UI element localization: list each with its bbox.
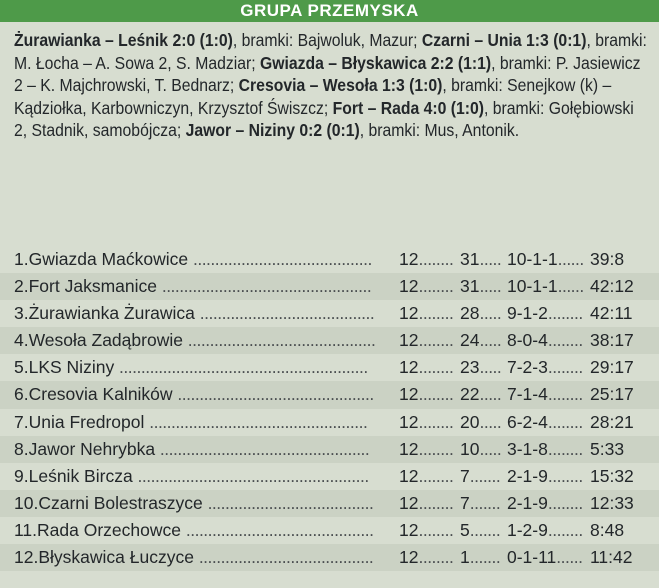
standings-table [0, 246, 659, 571]
position: 9. [14, 465, 29, 486]
dot-leader: ..... [479, 303, 502, 324]
dot-leader: ........ [547, 303, 583, 324]
dot-leader: ....... [469, 492, 501, 513]
match-score: Gwiazda – Błyskawica 2:2 (1:1) [259, 52, 492, 73]
goals: 39:8 [590, 249, 625, 269]
dot-leader: ........ [547, 519, 583, 540]
wins-draws-losses: 1-2-9 [507, 519, 548, 540]
dot-leader: ..... [479, 249, 502, 269]
played: 12 [399, 357, 419, 378]
played: 12 [399, 303, 419, 324]
position: 7. [14, 411, 29, 432]
table-row [0, 246, 659, 273]
played: 12 [399, 519, 419, 540]
table-row [0, 300, 659, 327]
position: 4. [14, 330, 29, 351]
dot-leader: ......................................................... [119, 357, 368, 378]
played: 12 [399, 465, 419, 486]
dot-leader: ........ [547, 465, 583, 486]
position: 8. [14, 438, 29, 459]
dot-leader: ...... [557, 249, 584, 269]
dot-leader: ...... [557, 276, 584, 297]
match-scorers: , bramki: M. Łocha – A. Sowa 2, S. Madziar; [14, 30, 647, 73]
team-name: Wesoła Zadąbrowie [28, 330, 183, 351]
dot-leader: ........ [547, 492, 583, 513]
played: 12 [399, 384, 419, 405]
dot-leader: ...................................... [207, 492, 374, 513]
wins-draws-losses: 0-1-11 [507, 547, 557, 568]
position: 1. [14, 249, 29, 269]
dot-leader: ........................................ [198, 547, 374, 568]
table-row [0, 544, 659, 571]
dot-leader: ........ [547, 330, 583, 351]
dot-leader: ........ [418, 411, 454, 432]
goals: 15:32 [590, 465, 634, 486]
points: 23 [460, 357, 480, 378]
wins-draws-losses: 9-1-2 [507, 303, 548, 324]
wins-draws-losses: 7-2-3 [507, 357, 548, 378]
team-name: Błyskawica Łuczyce [38, 547, 194, 568]
table-row [0, 409, 659, 436]
dot-leader: ........ [418, 492, 454, 513]
section-title: GRUPA PRZEMYSKA [240, 1, 419, 20]
dot-leader: ..... [479, 276, 502, 297]
dot-leader: ........ [418, 519, 454, 540]
match-scorers: , bramki: Mus, Antonik. [359, 120, 520, 141]
dot-leader: ....... [469, 465, 501, 486]
goals: 5:33 [590, 438, 625, 459]
table-row [0, 463, 659, 490]
match-scorers: , bramki: P. Jasiewicz 2 – K. Majchrowski, T. Bednarz; [14, 52, 641, 96]
dot-leader: ..... [479, 357, 502, 378]
team-name: Fort Jaksmanice [28, 276, 157, 297]
position: 11. [14, 519, 38, 540]
goals: 38:17 [590, 330, 634, 351]
team-name: Leśnik Bircza [28, 465, 133, 486]
team-name: Czarni Bolestraszyce [38, 492, 203, 513]
points: 24 [460, 330, 480, 351]
played: 12 [399, 438, 419, 459]
dot-leader: ............................................. [177, 384, 374, 405]
team-name: Rada Orzechowce [37, 519, 181, 540]
dot-leader: ...... [556, 547, 583, 568]
section-header [0, 0, 659, 22]
match-score: Żurawianka – Leśnik 2:0 (1:0) [14, 30, 233, 50]
points: 20 [460, 411, 480, 432]
played: 12 [399, 547, 419, 568]
dot-leader: ........ [418, 547, 454, 568]
goals: 12:33 [590, 492, 634, 513]
played: 12 [399, 411, 419, 432]
dot-leader: ........ [547, 438, 583, 459]
dot-leader: ........ [418, 438, 454, 459]
match-scorers: , bramki: Gołębiowski 2, Stadnik, samobójcza; [14, 97, 634, 141]
team-name: Gwiazda Maćkowice [28, 249, 189, 269]
points: 28 [460, 303, 480, 324]
match-score: Jawor – Niziny 0:2 (0:1) [185, 120, 360, 141]
match-scorers: , bramki: Senejkow (k) – Kądziołka, Karbowniczyn, Krzysztof Świszcz; [14, 75, 612, 118]
wins-draws-losses: 2-1-9 [507, 492, 548, 513]
team-name: Jawor Nehrybka [28, 438, 156, 459]
dot-leader: ..... [479, 384, 502, 405]
dot-leader: ....... [469, 519, 501, 540]
points: 7 [460, 465, 470, 486]
dot-leader: ........ [547, 357, 583, 378]
table-row [0, 490, 659, 517]
dot-leader: ..... [479, 330, 502, 351]
wins-draws-losses: 8-0-4 [507, 330, 548, 351]
team-name: LKS Niziny [28, 357, 115, 378]
match-score: Czarni – Unia 1:3 (0:1) [421, 30, 587, 50]
dot-leader: ..... [479, 438, 502, 459]
match-scorers: , bramki: Bajwoluk, Mazur; [232, 30, 422, 50]
dot-leader: ....... [469, 547, 501, 568]
team-name: Cresovia Kalników [28, 384, 173, 405]
played: 12 [399, 492, 419, 513]
wins-draws-losses: 6-2-4 [507, 411, 548, 432]
dot-leader: ........ [418, 303, 454, 324]
goals: 29:17 [590, 357, 634, 378]
wins-draws-losses: 7-1-4 [507, 384, 548, 405]
table-row [0, 273, 659, 300]
points: 1 [460, 547, 470, 568]
goals: 42:12 [590, 276, 634, 297]
table-row [0, 327, 659, 354]
table-row [0, 517, 659, 544]
dot-leader: ........ [547, 411, 583, 432]
position: 6. [14, 384, 29, 405]
match-results [14, 29, 649, 142]
dot-leader: ......................................... [192, 249, 372, 269]
dot-leader: ........ [418, 465, 454, 486]
match-score: Fort – Rada 4:0 (1:0) [332, 97, 485, 118]
wins-draws-losses: 2-1-9 [507, 465, 548, 486]
points: 22 [460, 384, 480, 405]
match-score: Cresovia – Wesoła 1:3 (1:0) [238, 75, 443, 96]
dot-leader: ........ [418, 384, 454, 405]
dot-leader: ........ [418, 249, 454, 269]
position: 10. [14, 492, 39, 513]
dot-leader: ..................................................... [137, 465, 369, 486]
dot-leader: ..... [479, 411, 502, 432]
played: 12 [399, 249, 419, 269]
goals: 25:17 [590, 384, 634, 405]
position: 3. [14, 303, 29, 324]
wins-draws-losses: 10-1-1 [507, 276, 558, 297]
wins-draws-losses: 10-1-1 [507, 249, 558, 269]
dot-leader: ........ [418, 330, 454, 351]
goals: 28:21 [590, 411, 634, 432]
dot-leader: ................................................ [161, 276, 372, 297]
position: 5. [14, 357, 29, 378]
points: 10 [460, 438, 480, 459]
team-name: Żurawianka Żurawica [28, 303, 195, 324]
position: 2. [14, 276, 29, 297]
team-name: Unia Fredropol [28, 411, 145, 432]
played: 12 [399, 330, 419, 351]
points: 31 [460, 249, 480, 269]
dot-leader: ........................................... [185, 519, 374, 540]
table-row [0, 354, 659, 381]
dot-leader: ........................................ [199, 303, 375, 324]
dot-leader: ........ [547, 384, 583, 405]
goals: 8:48 [590, 519, 625, 540]
dot-leader: ........ [418, 276, 454, 297]
points: 7 [460, 492, 470, 513]
goals: 11:42 [590, 547, 633, 568]
points: 31 [460, 276, 480, 297]
wins-draws-losses: 3-1-8 [507, 438, 548, 459]
dot-leader: ................................................ [159, 438, 370, 459]
position: 12. [14, 547, 39, 568]
dot-leader: ........ [418, 357, 454, 378]
table-row [0, 381, 659, 408]
dot-leader: .................................................. [149, 411, 368, 432]
points: 5 [460, 519, 470, 540]
goals: 42:11 [590, 303, 633, 324]
dot-leader: ........................................... [187, 330, 376, 351]
table-row [0, 436, 659, 463]
played: 12 [399, 276, 419, 297]
